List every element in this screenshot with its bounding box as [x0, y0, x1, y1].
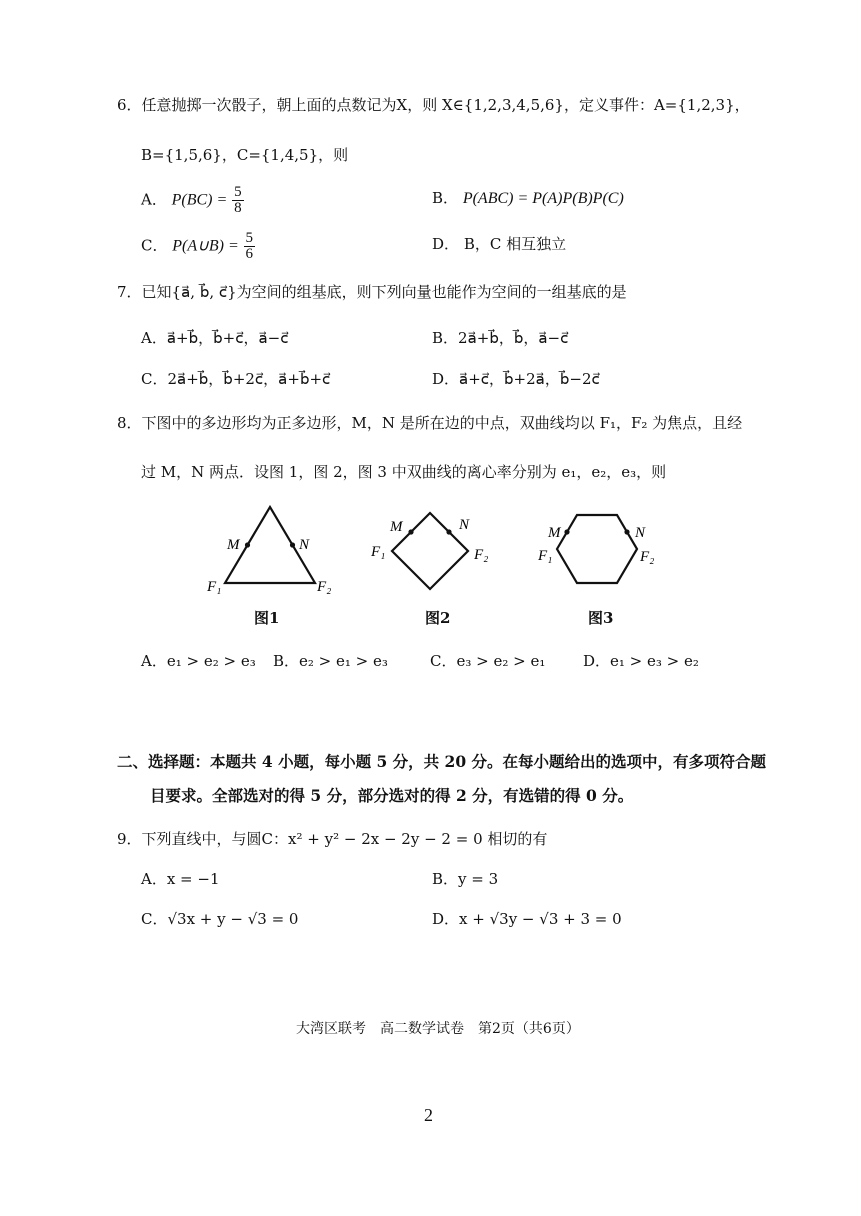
fig3-label-f2: F₂	[640, 549, 655, 565]
q6-option-b-label: B．	[432, 189, 459, 207]
q6-option-d-text: B，C 相互独立	[463, 235, 567, 253]
page-footer: 大湾区联考 高二数学试卷 第2页（共6页）	[296, 1021, 580, 1037]
q6-option-a-expr: P(BC) =	[171, 191, 228, 209]
q8-stem-line1: 8．下图中的多边形均为正多边形，M，N 是所在边的中点，双曲线均以 F₁，F₂ 为焦点，且经	[117, 414, 743, 432]
q7-stem: 7．已知{a⃗, b⃗, c⃗}为空间的组基底，则下列向量也能作为空间的一组基底的是	[117, 283, 627, 301]
fig1-label-m: M	[227, 537, 240, 553]
q9-stem: 9．下列直线中，与圆C：x² + y² − 2x − 2y − 2 = 0 相切的有	[117, 830, 548, 848]
fig3-label-n: N	[635, 525, 646, 541]
q7-option-c: C．2a⃗+b⃗，b⃗+2c⃗，a⃗+b⃗+c⃗	[141, 370, 331, 388]
q6-option-c-denominator: 6	[245, 246, 254, 262]
q6-option-a	[141, 185, 244, 216]
fig1-label-f2: F₂	[317, 579, 332, 595]
q9-option-b: B．y = 3	[432, 870, 499, 888]
section-2-header-line2: 目要求。全部选对的得 5 分，部分选对的得 2 分，有选错的得 0 分。	[150, 786, 634, 805]
figure-3-caption: 图3	[588, 609, 614, 627]
q6-option-c-fraction	[244, 231, 256, 262]
section-2-header-line1: 二、选择题：本题共 4 小题，每小题 5 分，共 20 分。在每小题给出的选项中，有多项符合题	[117, 752, 767, 771]
q8-option-b: B．e₂ > e₁ > e₃	[273, 652, 388, 670]
fig3-label-m: M	[548, 525, 561, 541]
q6-option-a-denominator: 8	[234, 200, 242, 216]
q6-option-c-numerator: 5	[245, 230, 254, 246]
q8-stem-line2: 过 M，N 两点．设图 1，图 2，图 3 中双曲线的离心率分别为 e₁，e₂，e₃，则	[141, 463, 667, 481]
figure-2-caption: 图2	[425, 609, 451, 627]
q6-option-a-label: A．	[141, 190, 167, 209]
q8-option-a: A．e₁ > e₂ > e₃	[141, 652, 256, 670]
figure-1-triangle	[200, 495, 350, 605]
q6-option-a-fraction	[232, 185, 244, 216]
q6-option-c	[141, 231, 255, 262]
q8-option-d: D．e₁ > e₃ > e₂	[583, 652, 699, 670]
q9-option-d: D．x + √3y − √3 + 3 = 0	[432, 910, 622, 928]
q6-option-c-expr: P(A∪B) =	[172, 237, 239, 255]
fig2-label-f2: F₂	[474, 547, 489, 563]
q6-stem-line2: B={1,5,6}，C={1,4,5}，则	[141, 146, 349, 164]
q9-option-c: C．√3x + y − √3 = 0	[141, 910, 299, 928]
fig2-label-m: M	[390, 519, 403, 535]
fig2-label-f1: F₁	[371, 544, 386, 560]
fig2-label-n: N	[459, 517, 470, 533]
page-number: 2	[424, 1105, 433, 1125]
fig1-label-f1: F₁	[207, 579, 222, 595]
q6-stem-line1: 6．任意抛掷一次骰子，朝上面的点数记为X，则 X∈{1,2,3,4,5,6}，定义事件：A={1,2,3}，	[117, 96, 750, 114]
q9-option-a: A．x = −1	[141, 870, 220, 888]
q6-option-d	[432, 233, 566, 255]
figure-3-hexagon	[530, 505, 680, 605]
q6-option-b	[432, 187, 624, 210]
figure-2-square	[368, 505, 503, 605]
q7-option-a: A．a⃗+b⃗，b⃗+c⃗，a⃗−c⃗	[141, 329, 289, 347]
q7-option-b: B．2a⃗+b⃗，b⃗，a⃗−c⃗	[432, 329, 569, 347]
q6-option-d-label: D．	[432, 235, 460, 253]
q7-option-d: D．a⃗+c⃗，b⃗+2a⃗，b⃗−2c⃗	[432, 370, 600, 388]
fig3-label-f1: F₁	[538, 548, 553, 564]
q6-option-b-expr: P(ABC) = P(A)P(B)P(C)	[462, 190, 624, 207]
figure-1-caption: 图1	[254, 609, 280, 627]
q6-option-c-label: C．	[141, 236, 168, 255]
q6-option-a-numerator: 5	[234, 184, 242, 200]
fig1-label-n: N	[299, 537, 310, 553]
q8-option-c: C．e₃ > e₂ > e₁	[430, 652, 546, 670]
